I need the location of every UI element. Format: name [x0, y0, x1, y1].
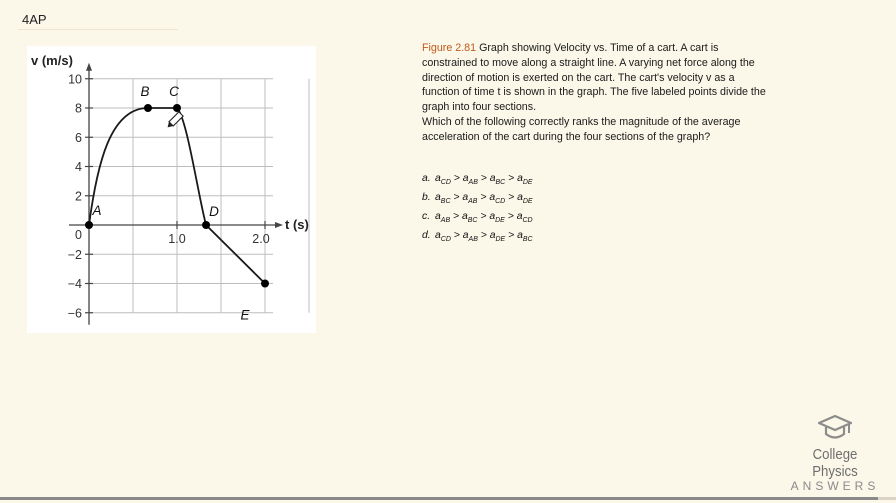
brand-name: College Physics [812, 446, 858, 480]
x-axis-arrow-icon [275, 222, 283, 228]
point-label: C [169, 84, 179, 99]
video-progress-fill [0, 497, 878, 500]
video-progress-bar[interactable] [0, 497, 896, 500]
acceleration-subscript: BC [467, 216, 478, 224]
answer-choice [422, 172, 722, 191]
velocity-time-graph [27, 46, 316, 333]
brand-tagline: ANSWERS [790, 479, 880, 493]
data-point-c [173, 104, 181, 112]
acceleration-subscript: DE [495, 235, 506, 243]
acceleration-subscript: AB [468, 235, 478, 243]
y-tick-label: 4 [75, 160, 82, 174]
pen-cursor-icon [165, 112, 183, 130]
x-tick-label: 2.0 [252, 232, 270, 246]
y-tick-label: −6 [67, 306, 82, 321]
caption-text: Graph showing Velocity vs. Time of a cart. A cart is constrained to move along a straight line. A varying net force along the direction of motion is exerted on the cart. The cart's velocity v as a function of time t is shown in the graph. The five labeled points divide the graph into four sections. [422, 42, 766, 114]
pen-body [169, 112, 183, 126]
acceleration-subscript: AB [468, 197, 478, 205]
acceleration-subscript: CD [440, 179, 451, 187]
acceleration-subscript: BC [440, 197, 451, 205]
answer-letter: a. [422, 173, 431, 184]
answer-expression: $a_{BC} > a_{AB} > a_{CD} > a_{DE}$ [435, 191, 533, 205]
acceleration-subscript: CD [495, 197, 506, 205]
data-point-e [261, 280, 269, 288]
answer-choice [422, 210, 722, 229]
point-label: D [209, 204, 219, 219]
figure-caption [422, 41, 770, 115]
y-axis-arrow-icon [86, 63, 92, 71]
acceleration-subscript: DE [522, 179, 533, 187]
figure-number: Figure 2.81 [422, 42, 477, 54]
y-tick-label: 6 [75, 130, 82, 145]
answer-letter: c. [422, 210, 431, 222]
y-tick-label: 0 [75, 228, 82, 242]
graph-canvas [27, 46, 316, 333]
y-tick-label: −2 [67, 247, 82, 262]
data-point-b [144, 104, 152, 112]
acceleration-subscript: BC [522, 235, 533, 243]
answer-choice [422, 191, 722, 210]
y-axis-label: v (m/s) [31, 52, 73, 68]
point-label: A [92, 203, 102, 218]
answer-expression: $a_{CD} > a_{AB} > a_{BC} > a_{DE}$ [435, 173, 533, 187]
answer-letter: b. [422, 191, 431, 203]
acceleration-subscript: CD [440, 235, 451, 243]
header-divider [18, 29, 178, 30]
figure-caption-block [422, 41, 770, 145]
point-label: B [140, 84, 150, 99]
y-tick-label: −4 [67, 277, 82, 291]
acceleration-subscript: AB [440, 216, 451, 224]
data-point-d [202, 221, 210, 229]
acceleration-subscript: BC [495, 179, 506, 187]
brand-logo [783, 412, 887, 493]
acceleration-subscript: AB [468, 179, 478, 187]
y-tick-label: 8 [75, 101, 82, 116]
top-label: 4AP [22, 12, 47, 27]
answer-expression: $a_{CD} > a_{AB} > a_{DE} > a_{BC}$ [435, 229, 533, 243]
question-text: Which of the following correctly ranks the magnitude of the average acceleration of the cart during the four sections of the graph? [422, 115, 741, 143]
acceleration-subscript: DE [522, 197, 533, 205]
answer-expression: $a_{AB} > a_{BC} > a_{DE} > a_{CD}$ [435, 210, 533, 224]
answer-choices [422, 172, 722, 248]
data-point-a [85, 221, 93, 229]
acceleration-subscript: CD [522, 216, 533, 224]
y-tick-label: 2 [75, 189, 82, 204]
x-axis-label: t (s) [285, 217, 309, 232]
x-tick-label: 1.0 [168, 232, 186, 246]
acceleration-subscript: DE [495, 216, 505, 224]
y-tick-label: 10 [68, 72, 82, 87]
graduation-cap-icon [817, 412, 853, 444]
answer-letter: d. [422, 229, 431, 241]
point-label: E [240, 307, 250, 323]
answer-choice [422, 229, 722, 248]
